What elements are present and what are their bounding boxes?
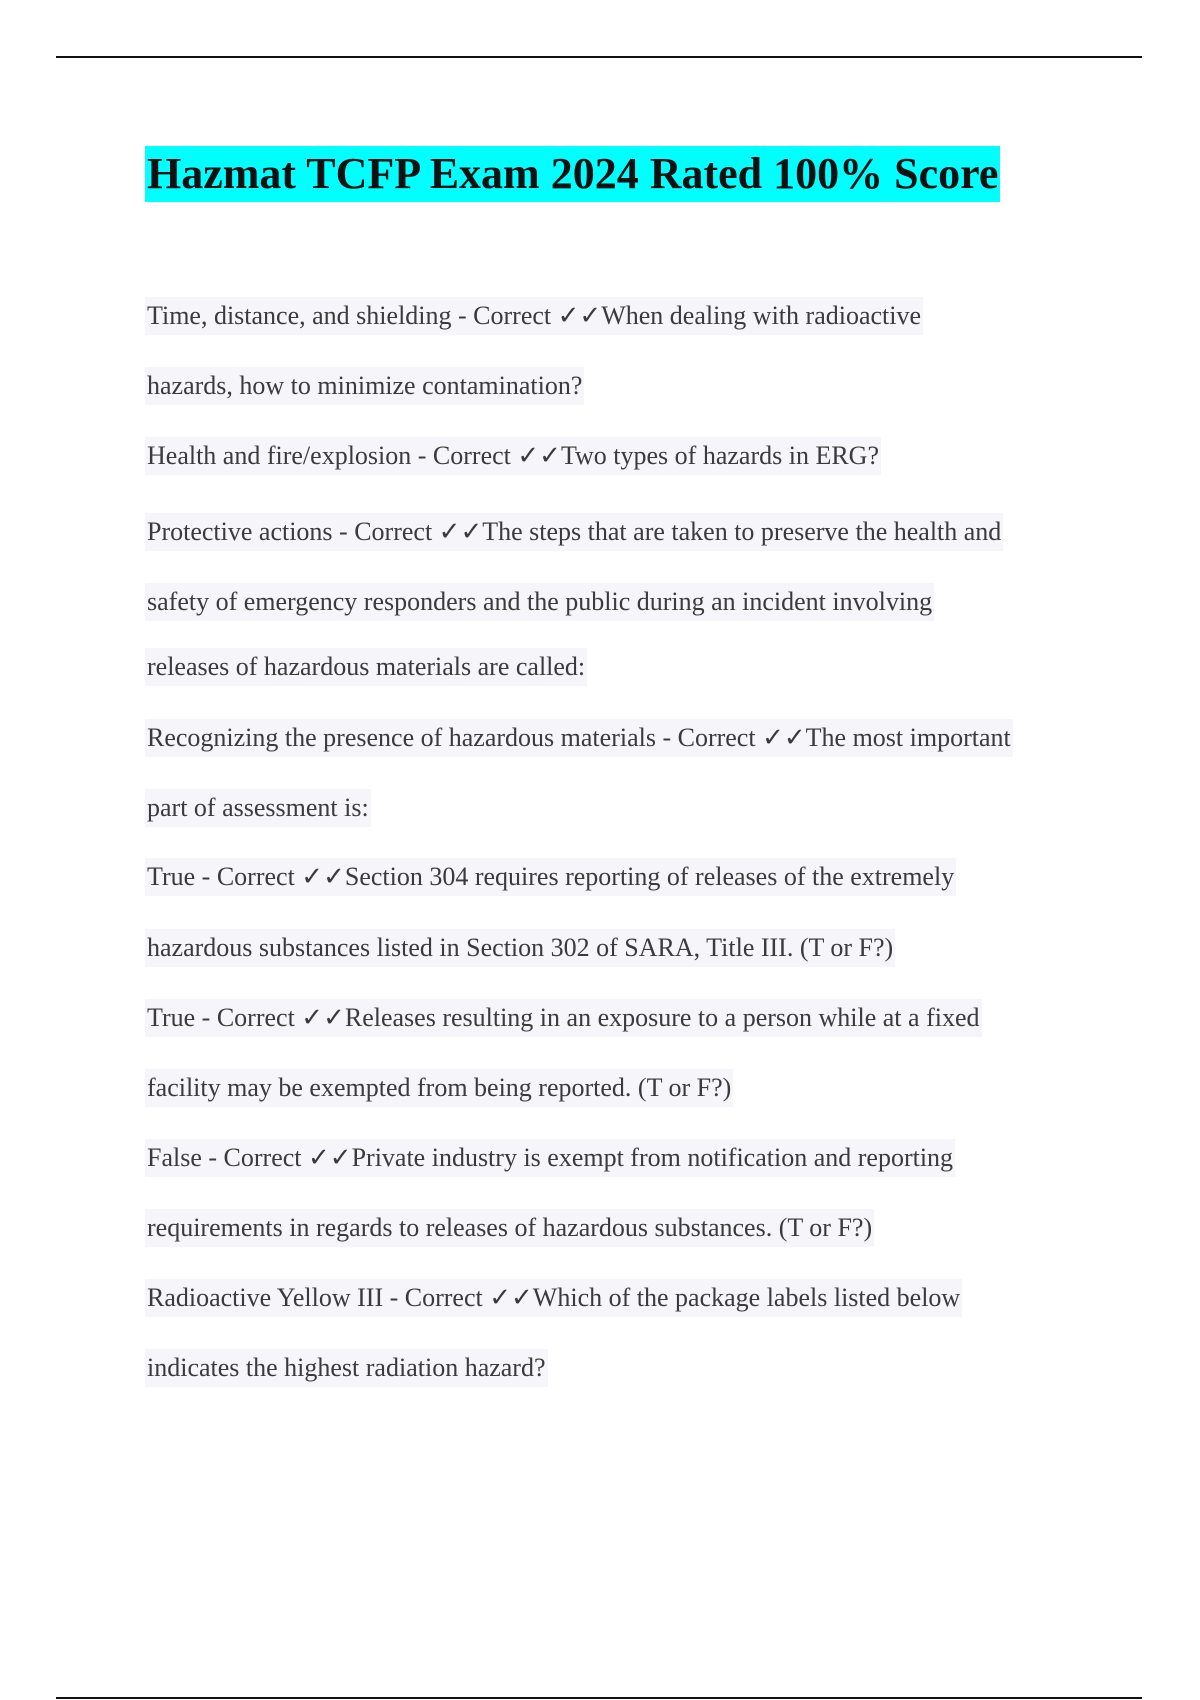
qa-line: True - Correct ✓✓Section 304 requires reporting of releases of the extremely bbox=[145, 858, 956, 896]
qa-line: facility may be exempted from being reported. (T or F?) bbox=[145, 1069, 733, 1107]
qa-line: safety of emergency responders and the public during an incident involving bbox=[145, 583, 934, 621]
qa-line: Health and fire/explosion - Correct ✓✓Two types of hazards in ERG? bbox=[145, 437, 881, 475]
qa-line: hazards, how to minimize contamination? bbox=[145, 367, 584, 405]
footer-rule bbox=[56, 1697, 1142, 1699]
qa-line: releases of hazardous materials are called: bbox=[145, 648, 587, 686]
qa-line: hazardous substances listed in Section 302 of SARA, Title III. (T or F?) bbox=[145, 929, 895, 967]
document-title-text: Hazmat TCFP Exam 2024 Rated 100% Score bbox=[145, 146, 1000, 202]
qa-line: part of assessment is: bbox=[145, 789, 371, 827]
qa-line: Recognizing the presence of hazardous materials - Correct ✓✓The most important bbox=[145, 719, 1013, 757]
qa-line: requirements in regards to releases of hazardous substances. (T or F?) bbox=[145, 1209, 874, 1247]
qa-line: Time, distance, and shielding - Correct ✓✓When dealing with radioactive bbox=[145, 297, 923, 335]
document-title bbox=[145, 146, 1000, 202]
qa-line: indicates the highest radiation hazard? bbox=[145, 1349, 548, 1387]
qa-line: Protective actions - Correct ✓✓The steps that are taken to preserve the health and bbox=[145, 513, 1003, 551]
qa-line: True - Correct ✓✓Releases resulting in an exposure to a person while at a fixed bbox=[145, 999, 982, 1037]
qa-line: Radioactive Yellow III - Correct ✓✓Which of the package labels listed below bbox=[145, 1279, 962, 1317]
qa-line: False - Correct ✓✓Private industry is exempt from notification and reporting bbox=[145, 1139, 955, 1177]
header-rule bbox=[56, 56, 1142, 58]
